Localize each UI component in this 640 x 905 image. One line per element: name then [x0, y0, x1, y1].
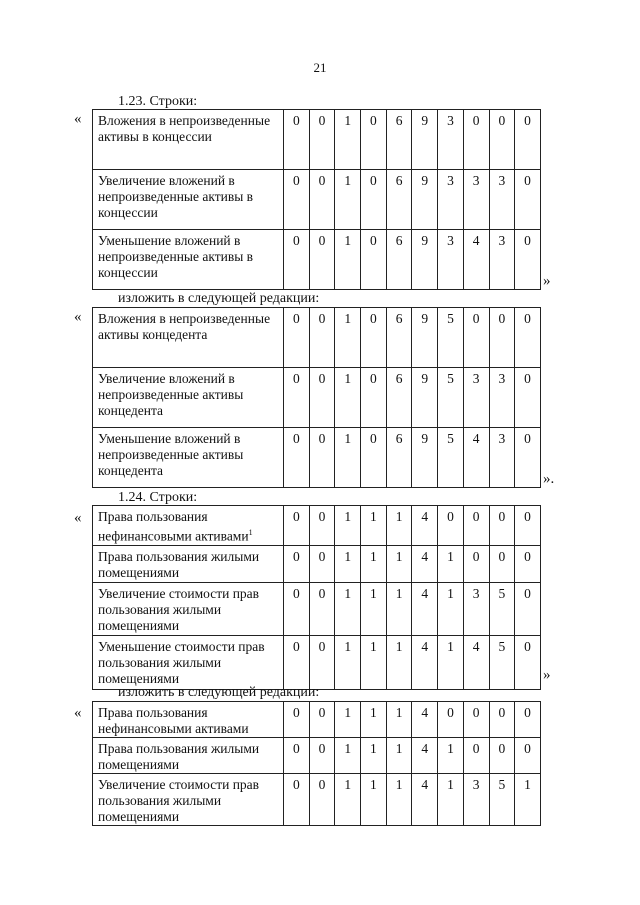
code-digit: 4	[463, 428, 489, 488]
code-digit: 1	[386, 635, 412, 689]
code-digit: 5	[438, 368, 464, 428]
code-digit: 4	[412, 774, 438, 826]
code-digit: 6	[386, 308, 412, 368]
row-label: Права пользования жилыми помещениями	[93, 545, 284, 582]
code-digit: 3	[489, 230, 515, 290]
code-digit: 0	[515, 545, 541, 582]
code-digit: 0	[361, 428, 387, 488]
code-digit: 0	[284, 308, 310, 368]
table-row	[93, 308, 541, 368]
page-number: 21	[313, 60, 327, 75]
code-digit: 1	[361, 702, 387, 738]
code-digit: 1	[361, 774, 387, 826]
replace-text-1-23: изложить в следующей редакции:	[118, 291, 320, 306]
table-row	[93, 545, 541, 582]
code-digit: 0	[309, 308, 335, 368]
open-quote: «	[74, 309, 82, 325]
row-label: Уменьшение вложений в непроизведенные активы в концессии	[93, 230, 284, 290]
code-digit: 1	[361, 582, 387, 635]
table-row	[93, 738, 541, 774]
code-digit: 0	[284, 702, 310, 738]
code-digit: 3	[438, 110, 464, 170]
row-label: Права пользования нефинансовыми активами$^1$	[93, 506, 284, 546]
open-quote: «	[74, 705, 82, 721]
code-digit: 9	[412, 428, 438, 488]
code-digit: 4	[463, 230, 489, 290]
code-digit: 4	[412, 506, 438, 546]
code-digit: 0	[284, 170, 310, 230]
close-quote: »	[543, 273, 551, 289]
code-digit: 3	[438, 230, 464, 290]
code-digit: 5	[489, 774, 515, 826]
row-label: Вложения в непроизведенные активы в концессии	[93, 110, 284, 170]
code-digit: 1	[335, 230, 361, 290]
row-label: Права пользования нефинансовыми активами	[93, 702, 284, 738]
code-digit: 1	[335, 738, 361, 774]
code-digit: 0	[309, 738, 335, 774]
code-digit: 4	[412, 702, 438, 738]
code-digit: 0	[361, 170, 387, 230]
code-digit: 0	[515, 702, 541, 738]
code-digit: 9	[412, 170, 438, 230]
code-digit: 0	[309, 702, 335, 738]
table-row	[93, 635, 541, 689]
table-row	[93, 582, 541, 635]
code-digit: 1	[335, 308, 361, 368]
code-digit: 0	[309, 428, 335, 488]
code-digit: 0	[361, 308, 387, 368]
code-digit: 1	[386, 774, 412, 826]
row-label: Права пользования жилыми помещениями	[93, 738, 284, 774]
code-digit: 0	[515, 170, 541, 230]
code-digit: 0	[489, 506, 515, 546]
code-digit: 1	[335, 702, 361, 738]
code-digit: 3	[463, 170, 489, 230]
row-label: Увеличение стоимости прав пользования жилыми помещениями	[93, 582, 284, 635]
code-digit: 1	[335, 545, 361, 582]
code-digit: 0	[489, 308, 515, 368]
code-digit: 5	[489, 635, 515, 689]
code-digit: 1	[335, 368, 361, 428]
code-digit: 1	[361, 635, 387, 689]
code-digit: 0	[489, 110, 515, 170]
old-rows-table-1-23	[92, 109, 541, 290]
code-digit: 5	[438, 428, 464, 488]
code-digit: 0	[309, 545, 335, 582]
code-digit: 9	[412, 110, 438, 170]
code-digit: 0	[284, 110, 310, 170]
code-digit: 1	[515, 774, 541, 826]
code-digit: 0	[463, 110, 489, 170]
open-quote: «	[74, 111, 82, 127]
code-digit: 6	[386, 170, 412, 230]
code-digit: 0	[309, 582, 335, 635]
code-digit: 0	[284, 428, 310, 488]
code-digit: 0	[309, 635, 335, 689]
code-digit: 0	[284, 506, 310, 546]
code-digit: 1	[438, 545, 464, 582]
code-digit: 0	[463, 545, 489, 582]
code-digit: 4	[412, 545, 438, 582]
code-digit: 3	[463, 774, 489, 826]
code-digit: 0	[463, 308, 489, 368]
code-digit: 0	[438, 506, 464, 546]
code-digit: 0	[284, 635, 310, 689]
code-digit: 9	[412, 308, 438, 368]
code-digit: 1	[361, 545, 387, 582]
code-digit: 0	[284, 582, 310, 635]
section-heading-1-24: 1.24. Строки:	[118, 490, 198, 505]
code-digit: 1	[438, 582, 464, 635]
replace-text-1-24: изложить в следующей редакции:	[118, 685, 320, 700]
code-digit: 3	[463, 368, 489, 428]
code-digit: 0	[361, 230, 387, 290]
code-digit: 0	[309, 506, 335, 546]
open-quote: «	[74, 510, 82, 526]
code-digit: 0	[515, 230, 541, 290]
code-digit: 6	[386, 368, 412, 428]
code-digit: 3	[463, 582, 489, 635]
code-digit: 1	[335, 110, 361, 170]
code-digit: 1	[335, 170, 361, 230]
code-digit: 0	[515, 368, 541, 428]
code-digit: 0	[515, 428, 541, 488]
code-digit: 4	[463, 635, 489, 689]
code-digit: 9	[412, 230, 438, 290]
code-digit: 0	[361, 368, 387, 428]
code-digit: 0	[489, 738, 515, 774]
code-digit: 0	[515, 738, 541, 774]
table-row	[93, 428, 541, 488]
code-digit: 1	[438, 635, 464, 689]
code-digit: 0	[284, 230, 310, 290]
code-digit: 1	[335, 506, 361, 546]
code-digit: 1	[386, 738, 412, 774]
row-label: Вложения в непроизведенные активы концедента	[93, 308, 284, 368]
code-digit: 5	[438, 308, 464, 368]
code-digit: 1	[386, 702, 412, 738]
code-digit: 1	[386, 506, 412, 546]
code-digit: 3	[489, 428, 515, 488]
close-quote: ».	[543, 471, 555, 487]
table-row	[93, 774, 541, 826]
code-digit: 9	[412, 368, 438, 428]
code-digit: 0	[463, 702, 489, 738]
code-digit: 0	[515, 635, 541, 689]
table-row	[93, 110, 541, 170]
code-digit: 3	[489, 170, 515, 230]
code-digit: 1	[335, 582, 361, 635]
code-digit: 0	[309, 110, 335, 170]
code-digit: 0	[284, 545, 310, 582]
code-digit: 0	[284, 738, 310, 774]
code-digit: 0	[463, 506, 489, 546]
code-digit: 0	[284, 368, 310, 428]
code-digit: 4	[412, 582, 438, 635]
code-digit: 0	[284, 774, 310, 826]
row-label: Увеличение вложений в непроизведенные активы концедента	[93, 368, 284, 428]
row-label: Увеличение вложений в непроизведенные активы в концессии	[93, 170, 284, 230]
row-label: Уменьшение вложений в непроизведенные активы концедента	[93, 428, 284, 488]
row-label: Увеличение стоимости прав пользования жилыми помещениями	[93, 774, 284, 826]
code-digit: 1	[335, 635, 361, 689]
code-digit: 5	[489, 582, 515, 635]
code-digit: 0	[361, 110, 387, 170]
table-row	[93, 506, 541, 546]
code-digit: 1	[386, 582, 412, 635]
code-digit: 0	[515, 308, 541, 368]
new-rows-table-1-23	[92, 307, 541, 488]
code-digit: 1	[438, 738, 464, 774]
code-digit: 0	[309, 230, 335, 290]
code-digit: 1	[438, 774, 464, 826]
code-digit: 0	[438, 702, 464, 738]
row-label: Уменьшение стоимости прав пользования жилыми помещениями	[93, 635, 284, 689]
code-digit: 4	[412, 635, 438, 689]
code-digit: 0	[489, 702, 515, 738]
table-row	[93, 170, 541, 230]
code-digit: 6	[386, 110, 412, 170]
code-digit: 0	[309, 774, 335, 826]
code-digit: 0	[489, 545, 515, 582]
table-row	[93, 368, 541, 428]
code-digit: 6	[386, 230, 412, 290]
table-row	[93, 702, 541, 738]
code-digit: 0	[515, 582, 541, 635]
code-digit: 1	[386, 545, 412, 582]
code-digit: 1	[361, 506, 387, 546]
code-digit: 6	[386, 428, 412, 488]
close-quote: »	[543, 667, 551, 683]
code-digit: 3	[489, 368, 515, 428]
new-rows-table-1-24	[92, 701, 541, 826]
table-row	[93, 230, 541, 290]
code-digit: 0	[309, 170, 335, 230]
code-digit: 0	[515, 506, 541, 546]
code-digit: 0	[515, 110, 541, 170]
footnote-marker: 1	[248, 528, 253, 537]
code-digit: 1	[335, 428, 361, 488]
code-digit: 0	[463, 738, 489, 774]
code-digit: 0	[309, 368, 335, 428]
old-rows-table-1-24	[92, 505, 541, 690]
code-digit: 1	[361, 738, 387, 774]
section-heading-1-23: 1.23. Строки:	[118, 94, 198, 109]
code-digit: 3	[438, 170, 464, 230]
code-digit: 4	[412, 738, 438, 774]
code-digit: 1	[335, 774, 361, 826]
